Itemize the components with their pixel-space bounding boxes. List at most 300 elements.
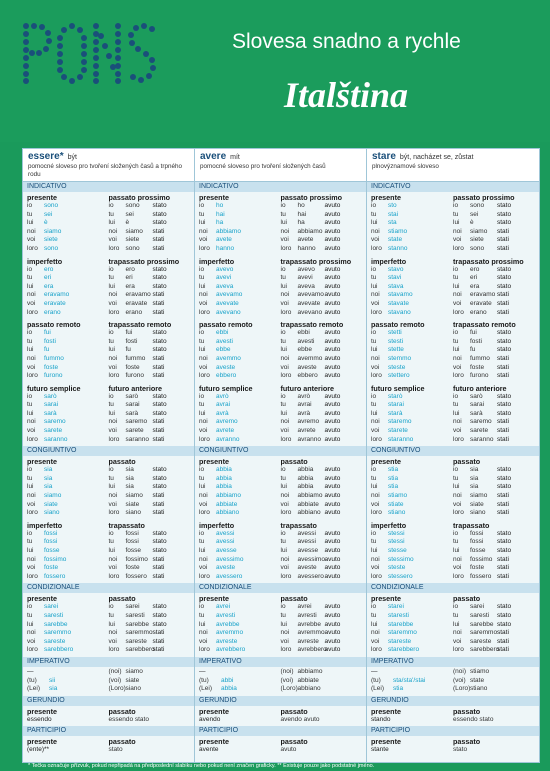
verb-line	[28, 151, 189, 163]
conjugation-row	[453, 418, 535, 427]
conjugation-row	[27, 401, 109, 410]
participle: stato	[497, 337, 512, 345]
conjugation-row	[199, 427, 281, 436]
pronoun: io	[453, 466, 459, 474]
participle: stati	[152, 435, 165, 443]
participle: stato	[152, 611, 167, 619]
pronoun: tu	[199, 210, 205, 218]
auxiliary: sia	[470, 466, 479, 474]
conjugation-row	[109, 564, 191, 573]
conjugation-row	[199, 603, 281, 612]
conjugation-row	[281, 466, 363, 475]
auxiliary: sono	[470, 244, 485, 252]
verb-form: avevo	[216, 265, 234, 273]
verb-translation: být, nacházet se, zůstat	[399, 154, 474, 161]
conjugation-row	[27, 677, 109, 686]
pronoun: loro	[453, 435, 464, 443]
tense-name: presente	[199, 457, 229, 467]
pronoun: noi	[453, 555, 462, 563]
section-header: CONDIZIONALE	[195, 583, 366, 593]
conjugation-row	[199, 300, 281, 309]
pronoun: noi	[453, 629, 462, 637]
pronoun: io	[27, 529, 33, 537]
conjugation-row	[199, 274, 281, 283]
pronoun: (Loro)	[453, 685, 471, 693]
conjugation-row	[371, 621, 453, 630]
pronoun: loro	[199, 509, 210, 517]
auxiliary	[298, 716, 325, 725]
verb-form: stesse	[388, 547, 407, 554]
tense	[281, 737, 363, 755]
auxiliary: saremmo	[125, 629, 153, 637]
conjugation-row	[199, 530, 281, 539]
tense	[281, 457, 363, 518]
conjugation-row	[281, 355, 363, 364]
pronoun: lui	[27, 219, 34, 227]
pronoun: io	[280, 329, 286, 337]
conjugation-row	[27, 346, 109, 355]
verb-form: ebbe	[216, 346, 231, 354]
verb-form: aveva	[216, 282, 234, 290]
tense	[27, 193, 109, 254]
verb-form: fossimo	[44, 555, 67, 563]
auxiliary: fossi	[470, 538, 484, 546]
participle: stato	[152, 329, 167, 337]
pronoun: loro	[27, 244, 38, 252]
verb-form: fossi	[44, 529, 58, 537]
participle: avuto	[324, 637, 341, 645]
verb-column	[195, 149, 367, 762]
conjugation-row	[281, 483, 363, 492]
tense-name: presente	[371, 737, 401, 747]
auxiliary: erano	[470, 308, 487, 316]
conjugation-row	[453, 685, 535, 694]
pronoun: lui	[280, 409, 288, 417]
auxiliary: avessimo	[297, 555, 325, 563]
pronoun: io	[27, 392, 33, 400]
verb-column	[23, 149, 195, 762]
conjugation-row	[371, 677, 453, 686]
section-header: GERUNDIO	[367, 696, 539, 706]
tense-block	[367, 256, 539, 320]
auxiliary: foste	[125, 564, 140, 572]
pronoun: lui	[199, 346, 206, 354]
participle: stato	[497, 282, 512, 290]
verb-form: stavo	[388, 265, 404, 273]
tense-block	[23, 593, 194, 657]
auxiliary: ero	[470, 265, 480, 273]
tense-name: passato	[108, 706, 136, 716]
conjugation-row	[453, 509, 535, 518]
conjugation-row	[109, 245, 191, 254]
verb-form: abbiano	[216, 509, 240, 517]
pronoun: io	[371, 202, 377, 209]
verb-form: stia	[388, 483, 399, 491]
conjugation-row	[453, 236, 535, 245]
participle: avuto	[324, 492, 341, 500]
tense-name: trapassato remoto	[108, 320, 172, 330]
conjugation-row	[453, 475, 535, 484]
conjugation-row	[281, 401, 363, 410]
tense-name: presente	[199, 594, 229, 604]
conjugation-row	[199, 346, 281, 355]
auxiliary: siamo	[125, 667, 143, 675]
conjugation-row	[281, 211, 363, 220]
section-header: CONDIZIONALE	[23, 583, 194, 593]
tense	[371, 384, 453, 445]
conjugation-row	[109, 401, 191, 410]
auxiliary: siate	[470, 500, 484, 508]
pronoun: lui	[199, 409, 206, 417]
pronoun: tu	[27, 274, 33, 282]
conjugation-row	[281, 346, 363, 355]
auxiliary: ho	[297, 202, 305, 209]
verb-infinitive: stare	[372, 151, 396, 162]
conjugation-row	[199, 492, 281, 501]
auxiliary: erano	[125, 308, 143, 316]
pronoun: noi	[108, 227, 118, 235]
conjugation-row	[27, 492, 109, 501]
verb-form: avevate	[216, 299, 239, 307]
auxiliary: furono	[470, 372, 489, 380]
auxiliary: è	[470, 219, 474, 227]
pronoun: lui	[27, 547, 34, 554]
conjugation-row	[199, 436, 281, 445]
pronoun: io	[371, 392, 377, 400]
conjugation-row	[199, 219, 281, 228]
conjugation-row	[109, 355, 191, 364]
verb-form: abbiamo	[216, 227, 241, 235]
verb-form: eravate	[44, 299, 66, 307]
tense-name: passato	[280, 594, 308, 604]
tense-block	[23, 706, 194, 727]
conjugation-row	[27, 621, 109, 630]
tense-block	[23, 667, 194, 696]
pronoun: lui	[280, 483, 288, 491]
conjugation-row	[371, 418, 453, 427]
participle: stato	[152, 529, 167, 537]
tense-name: passato	[108, 737, 136, 747]
pronoun: tu	[280, 274, 286, 282]
auxiliary: fui	[470, 329, 477, 337]
pronoun: io	[199, 529, 205, 537]
pronoun: lui	[280, 282, 288, 290]
conjugation-row	[27, 646, 109, 655]
auxiliary: hanno	[297, 244, 316, 252]
pronoun: tu	[453, 274, 459, 282]
participle: avuto	[324, 603, 341, 611]
pronoun: avendo avuto	[280, 715, 320, 723]
verb-form: stette	[388, 346, 404, 354]
pronoun: lui	[108, 409, 116, 417]
verb-form: fosse	[44, 547, 60, 554]
participle: stati	[152, 354, 165, 362]
tense-name: passato	[453, 594, 481, 604]
participle: avuto	[324, 418, 341, 426]
conjugation-row	[109, 716, 191, 725]
auxiliary	[470, 746, 497, 755]
conjugation-row	[453, 291, 535, 300]
pronoun: tu	[453, 474, 459, 482]
pronoun: tu	[108, 474, 114, 482]
tense-name: trapassato	[108, 520, 145, 530]
verb-note: pomocné sloveso pro tvoření složených časů	[200, 163, 326, 170]
participle: avuto	[324, 329, 341, 337]
conjugation-row	[453, 219, 535, 228]
auxiliary: siamo	[470, 227, 488, 235]
tense-block	[367, 706, 539, 727]
verb-form: sei	[44, 210, 53, 218]
pronoun: tu	[108, 611, 114, 619]
verb-form: avrà	[216, 409, 229, 417]
participle: stato	[152, 337, 167, 345]
page-title: Slovesa snadno a rychle	[232, 30, 461, 53]
tense	[109, 193, 191, 254]
pronoun: voi	[453, 637, 462, 645]
tense-name: presente	[27, 737, 57, 747]
conjugation-row	[27, 274, 109, 283]
participle: stato	[152, 265, 167, 273]
section-header: CONGIUNTIVO	[367, 446, 539, 456]
conjugation-row	[371, 410, 453, 419]
conjugation-row	[199, 338, 281, 347]
participle: stati	[497, 500, 509, 508]
participle: stato	[497, 265, 512, 273]
auxiliary: sarai	[470, 401, 485, 409]
conjugation-row	[199, 236, 281, 245]
conjugation-row	[199, 283, 281, 292]
verb-form: stessimo	[388, 555, 414, 563]
conjugation-row	[27, 716, 109, 725]
auxiliary: sia	[125, 466, 134, 474]
verb-form: stiate	[388, 500, 404, 508]
pronoun: loro	[280, 435, 292, 443]
pronoun: noi	[371, 354, 380, 362]
tense-block	[195, 256, 366, 320]
verb-form: starebbero	[388, 646, 420, 654]
pronoun: io	[453, 529, 459, 537]
conjugation-row	[371, 475, 453, 484]
auxiliary: sia	[125, 474, 134, 482]
conjugation-row	[199, 372, 281, 381]
participle: stati	[497, 555, 509, 563]
conjugation-row	[27, 573, 109, 582]
conjugation-row	[199, 355, 281, 364]
pronoun: tu	[280, 210, 286, 218]
pronoun: noi	[280, 492, 290, 500]
participle: stato	[497, 474, 512, 482]
pronoun: noi	[371, 291, 380, 299]
verb-form: stettero	[388, 372, 410, 380]
participle: stato	[497, 274, 512, 282]
tense	[453, 707, 535, 725]
participle: avuto	[324, 629, 341, 637]
conjugation-row	[281, 266, 363, 275]
pronoun: —	[27, 667, 34, 675]
pronoun: tu	[371, 611, 377, 619]
pronoun: lui	[280, 219, 288, 227]
pronoun: loro	[371, 308, 382, 316]
pronoun: tu	[27, 210, 33, 218]
participle: stati	[497, 244, 509, 252]
pronoun: voi	[371, 299, 380, 307]
participle: avuto	[324, 620, 341, 628]
pronoun: noi	[453, 492, 462, 500]
tense	[453, 257, 535, 318]
tense	[371, 521, 453, 582]
conjugation-row	[199, 211, 281, 220]
conjugation-row	[371, 300, 453, 309]
auxiliary: era	[470, 282, 480, 290]
verb-form: starai	[388, 401, 404, 409]
auxiliary: sia	[470, 474, 479, 482]
conjugation-row	[109, 211, 191, 220]
auxiliary: avrò	[297, 392, 311, 400]
pronoun: lui	[371, 346, 378, 354]
pronoun: io	[108, 529, 114, 537]
conjugation-row	[109, 612, 191, 621]
pronoun: io	[453, 265, 459, 273]
tense-block	[367, 593, 539, 657]
pronoun: stando	[371, 715, 391, 723]
tense-name: presente	[371, 706, 401, 716]
pronoun: tu	[453, 611, 459, 619]
conjugation-row	[27, 475, 109, 484]
verb-form: saresti	[44, 611, 64, 619]
tense-name: passato	[108, 594, 136, 604]
auxiliary: sarò	[470, 392, 483, 400]
pronoun: loro	[453, 509, 464, 517]
conjugation-row	[453, 338, 535, 347]
participle: stati	[497, 363, 509, 371]
verb-header	[195, 149, 366, 182]
tense-block	[195, 736, 366, 757]
pronoun: lui	[27, 282, 34, 290]
tense-name: passato remoto	[199, 320, 253, 330]
verb-form: sia	[44, 466, 53, 474]
verb-form: sarei	[44, 603, 59, 611]
tense	[371, 737, 453, 755]
auxiliary: abbiamo	[297, 492, 323, 500]
conjugation-row	[27, 603, 109, 612]
tense	[281, 193, 363, 254]
tense-name: passato	[280, 737, 308, 747]
auxiliary: ebbi	[297, 329, 310, 337]
pronoun: (voi)	[108, 676, 122, 684]
participle: stato	[497, 611, 512, 619]
pronoun: noi	[199, 629, 208, 637]
participle: avuto	[324, 564, 341, 572]
auxiliary: foste	[125, 363, 140, 371]
pronoun: io	[371, 265, 377, 273]
pronoun: noi	[199, 492, 208, 500]
auxiliary: abbiate	[297, 676, 319, 684]
conjugation-row	[371, 211, 453, 220]
conjugation-row	[371, 372, 453, 381]
conjugation-row	[371, 338, 453, 347]
participle: avuto	[324, 409, 341, 417]
section-header: IMPERATIVO	[195, 657, 366, 667]
auxiliary: ha	[297, 219, 305, 227]
tense-name: trapassato	[453, 520, 490, 530]
verb-form: stia	[393, 685, 404, 693]
auxiliary: è	[125, 219, 130, 227]
conjugation-row	[453, 309, 535, 318]
auxiliary: fossi	[470, 529, 484, 537]
pronoun: loro	[199, 244, 210, 252]
conjugation-row	[27, 202, 109, 211]
conjugation-row	[199, 621, 281, 630]
auxiliary: siete	[470, 236, 484, 244]
pronoun: tu	[199, 274, 205, 282]
pronoun: loro	[280, 372, 292, 380]
auxiliary: sarebbe	[470, 620, 494, 628]
participle: stati	[497, 308, 509, 316]
pronoun: noi	[453, 227, 462, 235]
conjugation-row	[453, 427, 535, 436]
tense-name: imperfetto	[371, 520, 407, 530]
verb-header	[23, 149, 194, 182]
conjugation-row	[281, 716, 363, 725]
tense	[371, 594, 453, 655]
pronoun: (tu)	[27, 676, 37, 684]
conjugation-row	[27, 410, 109, 419]
conjugation-row	[281, 746, 363, 755]
tense-block	[23, 192, 194, 256]
pronoun: io	[453, 202, 459, 209]
tense-name: presente	[199, 193, 229, 202]
conjugation-row	[27, 329, 109, 338]
participle: stati	[497, 299, 509, 307]
conjugation-row	[453, 436, 535, 445]
participle: stato	[152, 620, 167, 628]
auxiliary: avrà	[297, 409, 311, 417]
participle: stati	[152, 372, 165, 380]
verb-form: avrai	[216, 401, 231, 409]
conjugation-row	[109, 603, 191, 612]
pronoun: tu	[27, 337, 33, 345]
pronoun: voi	[453, 500, 462, 508]
pronoun: io	[27, 202, 33, 209]
conjugation-row	[27, 501, 109, 510]
pronoun: loro	[27, 646, 38, 654]
auxiliary: fosse	[125, 547, 142, 554]
verb-translation: být	[67, 154, 77, 161]
conjugation-row	[453, 501, 535, 510]
verb-form: avevi	[216, 274, 232, 282]
auxiliary: abbia	[297, 466, 314, 474]
conjugation-row	[371, 530, 453, 539]
verb-form: stavate	[388, 299, 409, 307]
pronoun: io	[280, 392, 286, 400]
conjugation-row	[453, 547, 535, 556]
page-subtitle: Italština	[284, 75, 409, 115]
pronoun: noi	[280, 227, 290, 235]
auxiliary: avreste	[297, 637, 319, 645]
conjugation-row	[199, 547, 281, 556]
pronoun: lui	[108, 282, 116, 290]
verb-line	[200, 151, 361, 163]
conjugation-row	[27, 372, 109, 381]
conjugation-row	[281, 219, 363, 228]
pronoun: voi	[27, 299, 36, 307]
conjugation-row	[453, 355, 535, 364]
conjugation-row	[371, 219, 453, 228]
conjugation-row	[453, 629, 535, 638]
pronoun: io	[199, 202, 205, 209]
tense-name: presente	[371, 457, 401, 467]
tense-name: trapassato remoto	[453, 320, 516, 330]
